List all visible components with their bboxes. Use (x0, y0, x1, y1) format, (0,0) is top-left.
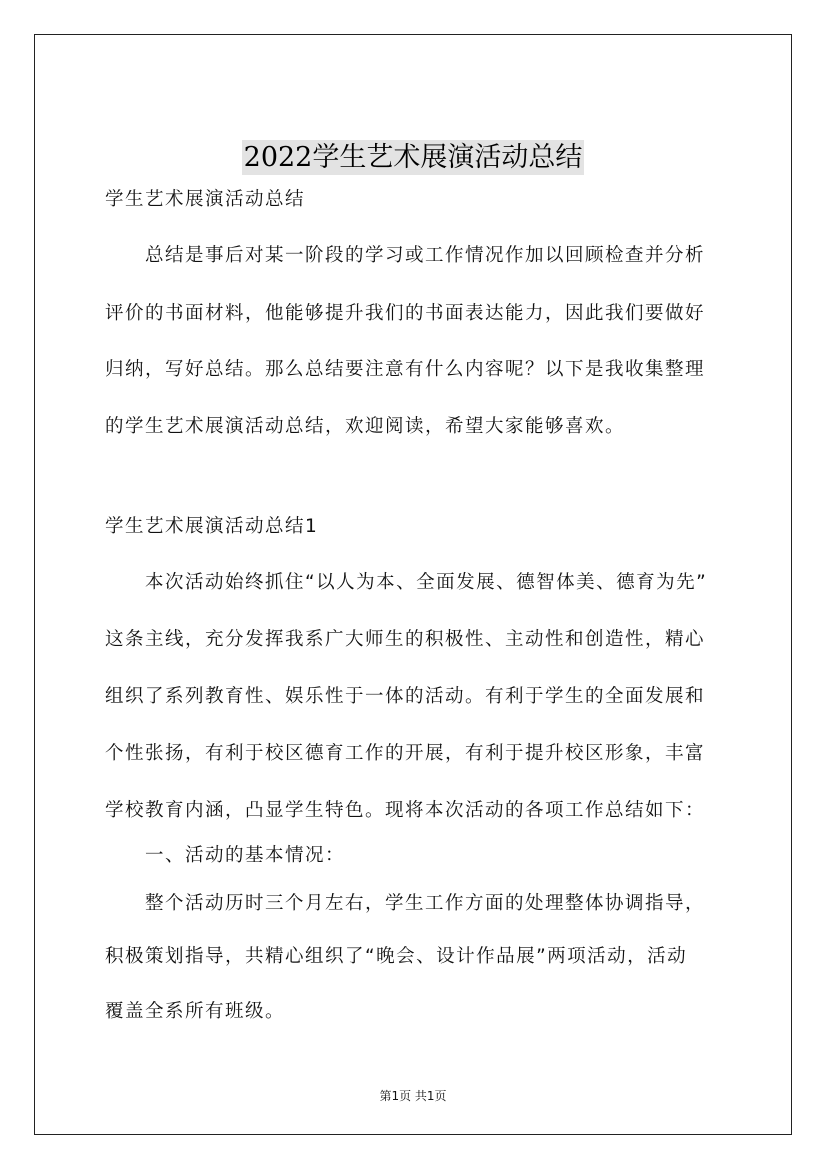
page-footer: 第1页 共1页 (379, 1089, 447, 1103)
paragraph-line: 学校教育内涵，凸显学生特色。现将本次活动的各项工作总结如下： (105, 800, 706, 821)
list-heading: 一、活动的基本情况： (145, 845, 346, 866)
document-page (34, 34, 792, 1135)
paragraph-line: 积极策划指导，共精心组织了“晚会、设计作品展”两项活动，活动 (105, 946, 688, 967)
paragraph-line: 评价的书面材料，他能够提升我们的书面表达能力，因此我们要做好 (105, 303, 706, 324)
paragraph-line: 归纳，写好总结。那么总结要注意有什么内容呢？以下是我收集整理 (105, 359, 706, 380)
paragraph-line: 整个活动历时三个月左右，学生工作方面的处理整体协调指导， (145, 893, 706, 914)
paragraph-line: 本次活动始终抓住“以人为本、全面发展、德智体美、德育为先” (145, 572, 708, 593)
paragraph-line: 这条主线，充分发挥我系广大师生的积极性、主动性和创造性，精心 (105, 629, 706, 650)
paragraph-line: 组织了系列教育性、娱乐性于一体的活动。有利于学生的全面发展和 (105, 686, 706, 707)
paragraph-line: 的学生艺术展演活动总结，欢迎阅读，希望大家能够喜欢。 (105, 416, 626, 437)
section-heading: 学生艺术展演活动总结1 (105, 516, 319, 537)
paragraph-line: 总结是事后对某一阶段的学习或工作情况作加以回顾检查并分析 (145, 245, 706, 266)
subtitle: 学生艺术展演活动总结 (105, 189, 306, 210)
document-title: 2022学生艺术展演活动总结 (243, 142, 583, 173)
paragraph-line: 个性张扬，有利于校区德育工作的开展，有利于提升校区形象，丰富 (105, 743, 706, 764)
paragraph-line: 覆盖全系所有班级。 (105, 1001, 286, 1022)
